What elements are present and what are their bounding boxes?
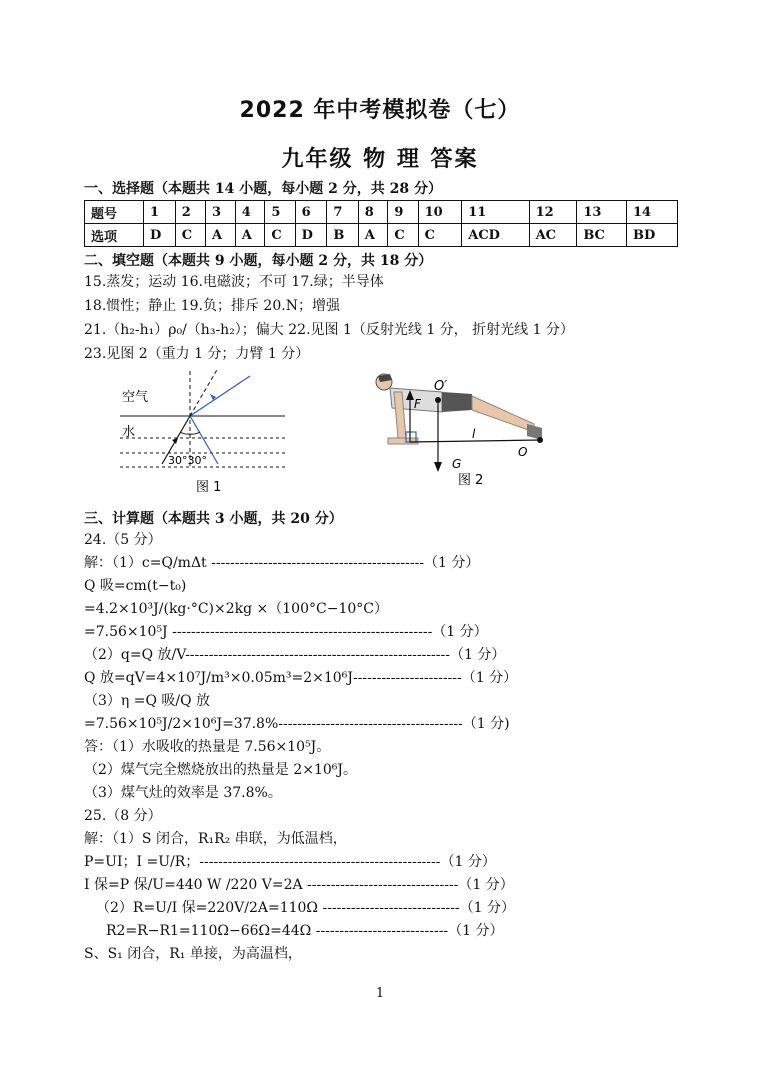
table-cell: 3 <box>205 201 235 224</box>
arrow-icon <box>172 438 178 444</box>
table-cell: 选项 <box>85 224 144 247</box>
calc-line: R2=R−R1=110Ω−66Ω=44Ω ----------------------------（1 分） <box>106 923 504 939</box>
arrow-down-icon <box>434 462 442 472</box>
angle-arc <box>180 432 190 434</box>
f-label: F <box>414 397 421 411</box>
calc-line: =7.56×10⁵J/2×10⁶J=37.8%---------------------------------------（1 分) <box>84 716 510 732</box>
table-cell: D <box>295 224 327 247</box>
calc-line: （3）煤气灶的效率是 37.8%。 <box>84 785 282 801</box>
table-cell: D <box>144 224 176 247</box>
table-cell: C <box>388 224 418 247</box>
legs-icon <box>472 396 534 432</box>
fill-line: 23.见图 2（重力 1 分；力臂 1 分） <box>84 346 310 362</box>
table-cell: A <box>235 224 265 247</box>
table-cell: 2 <box>175 201 205 224</box>
page-title: 2022 年中考模拟卷（七） <box>239 98 521 123</box>
figure-2-lever-diagram <box>362 368 562 488</box>
section-heading-calc: 三、计算题（本题共 3 小题，共 20 分） <box>84 511 343 527</box>
table-cell: 13 <box>577 201 627 224</box>
calc-line: （3）η =Q 吸/Q 放 <box>84 693 211 709</box>
table-cell: A <box>205 224 235 247</box>
table-cell: C <box>265 224 295 247</box>
g-label: G <box>452 457 462 471</box>
table-cell: 7 <box>327 201 358 224</box>
table-cell: BC <box>577 224 627 247</box>
calc-line: S、S₁ 闭合，R₁ 单接，为高温档， <box>84 946 302 962</box>
calc-line: 解：（1）c=Q/mΔt ---------------------------------------------（1 分） <box>84 555 480 571</box>
calc-line: 答：（1）水吸收的热量是 7.56×10⁵J。 <box>84 739 331 755</box>
calc-line: 25.（8 分） <box>84 808 162 824</box>
calc-line: =4.2×10³J/(kg·°C)×2kg ×（100°C−10°C） <box>84 601 388 617</box>
table-cell: 9 <box>388 201 418 224</box>
table-cell: 10 <box>418 201 462 224</box>
table-cell: 11 <box>462 201 529 224</box>
table-cell: C <box>175 224 205 247</box>
calc-line: 解：（1）S 闭合，R₁R₂ 串联，为低温档， <box>84 831 347 847</box>
shorts-icon <box>442 392 472 412</box>
table-cell: 5 <box>265 201 295 224</box>
figure-1-light-diagram <box>110 366 300 496</box>
table-cell: 6 <box>295 201 327 224</box>
calc-line: 24.（5 分） <box>84 532 162 548</box>
section-heading-fill: 二、填空题（本题共 9 小题，每小题 2 分，共 18 分） <box>84 253 433 269</box>
page-subtitle: 九年级 物 理 答案 <box>281 147 479 172</box>
centre-of-gravity-point <box>435 397 441 403</box>
figure-1-caption: 图 1 <box>196 480 222 495</box>
refracted-ray <box>190 376 250 416</box>
fill-line: 18.惯性；静止 19.负；排斥 20.N；增强 <box>84 298 340 314</box>
calc-line: Q 放=qV=4×10⁷J/m³×0.05m³=2×10⁶J-----------------------（1 分） <box>84 670 518 686</box>
water-label: 水 <box>122 425 136 440</box>
table-cell: 题号 <box>85 201 144 224</box>
table-row <box>85 201 678 224</box>
hand-icon <box>388 438 418 444</box>
table-cell: AC <box>529 224 577 247</box>
o-prime-label: O′ <box>434 379 448 394</box>
section-heading-choice: 一、选择题（本题共 14 小题，每小题 2 分，共 28 分） <box>84 181 442 197</box>
angle-label: 30°30° <box>168 454 207 467</box>
table-cell: C <box>418 224 462 247</box>
table-cell: 8 <box>358 201 388 224</box>
fill-line: 21.（h₂-h₁）ρ₀/（h₃-h₂）；偏大 22.见图 1（反射光线 1 分， 折射光线 1 分） <box>84 322 574 338</box>
figure-2-caption: 图 2 <box>458 473 484 488</box>
air-label: 空气 <box>122 390 149 405</box>
calc-line: （2）R=U/I 保=220V/2A=110Ω -----------------------------（1 分） <box>96 900 516 916</box>
fill-line: 15.蒸发；运动 16.电磁波；不可 17.绿；半导体 <box>84 274 384 290</box>
table-cell: 1 <box>144 201 176 224</box>
table-row <box>85 224 678 247</box>
extension-line <box>190 368 218 416</box>
table-cell: 14 <box>627 201 678 224</box>
page-number: 1 <box>375 986 385 1001</box>
table-cell: A <box>358 224 388 247</box>
calc-line: （2）煤气完全燃烧放出的热量是 2×10⁶J。 <box>84 762 358 778</box>
calc-line: Q 吸=cm(t−t₀) <box>84 578 187 594</box>
o-label: O <box>518 445 528 459</box>
angle-arc <box>190 432 200 434</box>
l-label: l <box>472 427 476 441</box>
answer-table <box>84 200 678 247</box>
calc-line: （2）q=Q 放/V--------------------------------------------------------（1 分） <box>84 647 506 663</box>
table-cell: 12 <box>529 201 577 224</box>
calc-line: P=UI；I =U/R；---------------------------------------------------（1 分） <box>84 854 496 870</box>
fulcrum-point <box>537 437 543 443</box>
table-cell: B <box>327 224 358 247</box>
table-cell: BD <box>627 224 678 247</box>
table-cell: 4 <box>235 201 265 224</box>
calc-line: I 保=P 保/U=440 W /220 V=2A --------------------------------（1 分） <box>84 877 514 893</box>
table-cell: ACD <box>462 224 529 247</box>
calc-line: =7.56×10⁵J -------------------------------------------------------（1 分） <box>84 624 488 640</box>
